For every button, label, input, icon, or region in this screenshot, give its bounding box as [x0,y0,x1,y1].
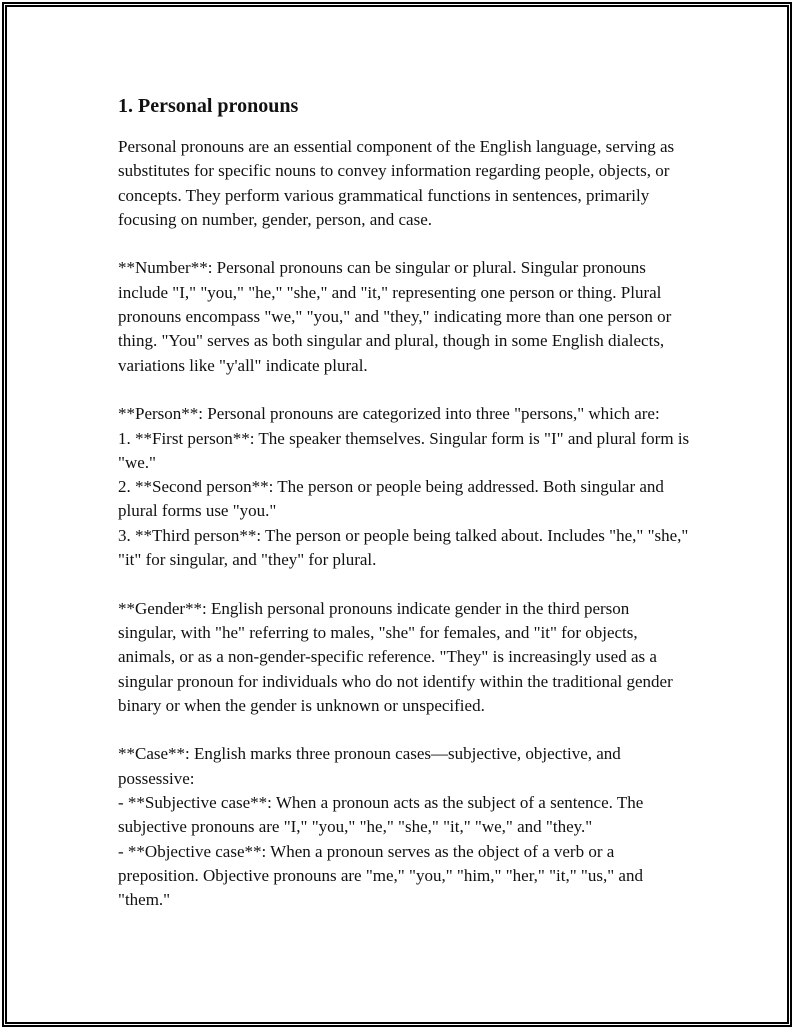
section-heading: 1. Personal pronouns [118,95,299,117]
number-paragraph: **Number**: Personal pronouns can be singular or plural. Singular pronouns include "I," "you," "he," "she," and "it," representing one person or thing. Plural pronouns encompass "we," "you," and "they," indicating more than one person or thing. "You" serves as both singular and plural, though in some English dialects, variations like "y'all" indicate plural. [118,258,672,375]
case-paragraph: **Case**: English marks three pronoun cases—subjective, objective, and possessive: - **Subjective case**: When a pronoun acts as the subject of a sentence. The subjective pronouns are "I," "you," "he," "she," "it," "we," and "they." - **Objective case**: When a pronoun serves as the object of a verb or a preposition. Objective pronouns are "me," "you," "him," "her," "it," "us," and "them." [118,744,644,910]
person-paragraph: **Person**: Personal pronouns are categorized into three "persons," which are: 1. **First person**: The speaker themselves. Singular form is "I" and plural form is "we." 2. **Second person**: The person or people being addressed. Both singular and plural forms use "you." 3. **Third person**: The person or people being talked about. Includes "he," "she," "it" for singular, and "they" for plural. [118,404,690,570]
gender-paragraph: **Gender**: English personal pronouns indicate gender in the third person singular, with "he" referring to males, "she" for females, and "it" for objects, animals, or as a non-gender-specific reference. "They" is increasingly used as a singular pronoun for individuals who do not identify within the traditional gender binary or when the gender is unknown or unspecified. [118,598,673,715]
intro-paragraph: Personal pronouns are an essential component of the English language, serving as substitutes for specific nouns to convey information regarding people, objects, or concepts. They perform various grammatical functions in sentences, primarily focusing on number, gender, person, and case. [118,137,675,229]
document-body [118,92,690,937]
